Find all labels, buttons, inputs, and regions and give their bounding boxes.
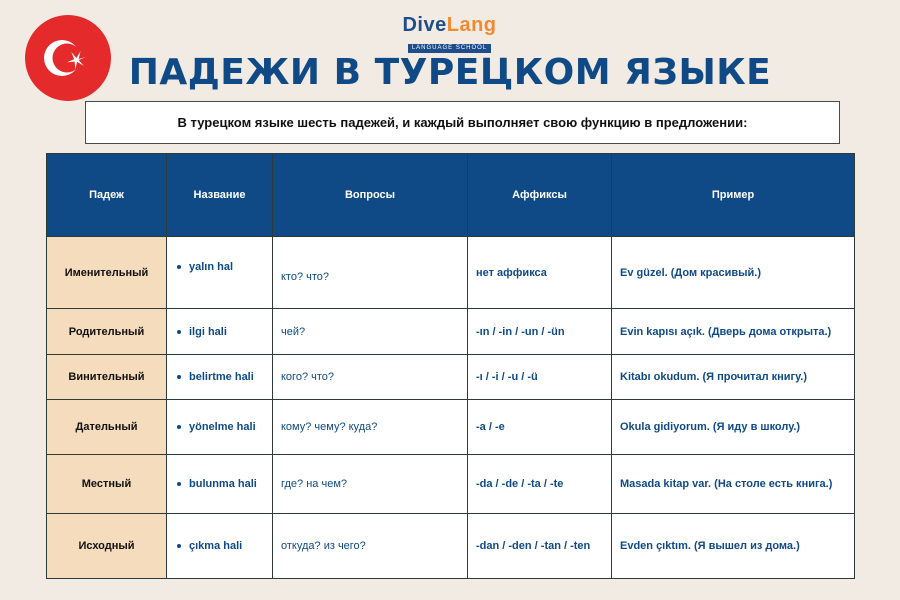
bullet-icon	[177, 482, 181, 486]
bullet-icon	[177, 330, 181, 334]
header-questions: Вопросы	[273, 154, 468, 237]
example-cell: Masada kitap var. (На столе есть книга.)	[612, 455, 855, 514]
question-cell: кому? чему? куда?	[273, 400, 468, 455]
table-row	[47, 309, 855, 355]
example-cell: Kitabı okudum. (Я прочитал книгу.)	[612, 355, 855, 400]
case-cell: Дательный	[47, 400, 167, 455]
question-cell: чей?	[273, 309, 468, 355]
question-cell: откуда? из чего?	[273, 514, 468, 579]
divelang-logo	[397, 14, 502, 51]
case-cell: Исходный	[47, 514, 167, 579]
table-row	[47, 355, 855, 400]
name-text: yalın hal	[189, 261, 234, 273]
page-title: ПАДЕЖИ В ТУРЕЦКОМ ЯЗЫКЕ	[128, 52, 772, 93]
name-cell	[167, 455, 273, 514]
name-text: çıkma hali	[189, 540, 243, 552]
name-text: yönelme hali	[189, 421, 256, 433]
case-cell: Винительный	[47, 355, 167, 400]
logo-text-part2: Lang	[446, 14, 497, 36]
name-cell	[167, 400, 273, 455]
name-cell	[167, 355, 273, 400]
case-cell: Именительный	[47, 237, 167, 309]
bullet-icon	[177, 375, 181, 379]
name-cell	[167, 514, 273, 579]
table-row	[47, 514, 855, 579]
bullet-icon	[177, 425, 181, 429]
example-cell: Evin kapısı açık. (Дверь дома открыта.)	[612, 309, 855, 355]
affix-cell: -ın / -in / -un / -ün	[468, 309, 612, 355]
name-text: bulunma hali	[189, 478, 257, 490]
question-cell: кто? что?	[273, 237, 468, 309]
header-name: Название	[167, 154, 273, 237]
bullet-icon	[177, 544, 181, 548]
name-cell	[167, 309, 273, 355]
affix-cell: нет аффикса	[468, 237, 612, 309]
table-row	[47, 237, 855, 309]
case-cell: Родительный	[47, 309, 167, 355]
header-example: Пример	[612, 154, 855, 237]
logo-subtitle: LANGUAGE SCHOOL	[408, 44, 491, 53]
affix-cell: -dan / -den / -tan / -ten	[468, 514, 612, 579]
case-cell: Местный	[47, 455, 167, 514]
header-affixes: Аффиксы	[468, 154, 612, 237]
example-cell: Okula gidiyorum. (Я иду в школу.)	[612, 400, 855, 455]
header-case: Падеж	[47, 154, 167, 237]
question-cell: где? на чем?	[273, 455, 468, 514]
table-row	[47, 400, 855, 455]
name-text: ilgi hali	[189, 325, 227, 338]
table-header-row	[47, 154, 855, 237]
table-row	[47, 455, 855, 514]
affix-cell: -da / -de / -ta / -te	[468, 455, 612, 514]
intro-box	[85, 101, 840, 144]
affix-cell: -ı / -i / -u / -ü	[468, 355, 612, 400]
cases-table	[46, 153, 855, 579]
question-cell: кого? что?	[273, 355, 468, 400]
example-cell: Evden çıktım. (Я вышел из дома.)	[612, 514, 855, 579]
intro-text: В турецком языке шесть падежей, и каждый выполняет свою функцию в предложении:	[177, 115, 748, 130]
example-cell: Ev güzel. (Дом красивый.)	[612, 237, 855, 309]
affix-cell: -a / -e	[468, 400, 612, 455]
name-cell	[167, 237, 273, 309]
name-text: belirtme hali	[189, 371, 254, 383]
bullet-icon	[177, 265, 181, 269]
logo-text-part1: Dive	[402, 14, 447, 36]
